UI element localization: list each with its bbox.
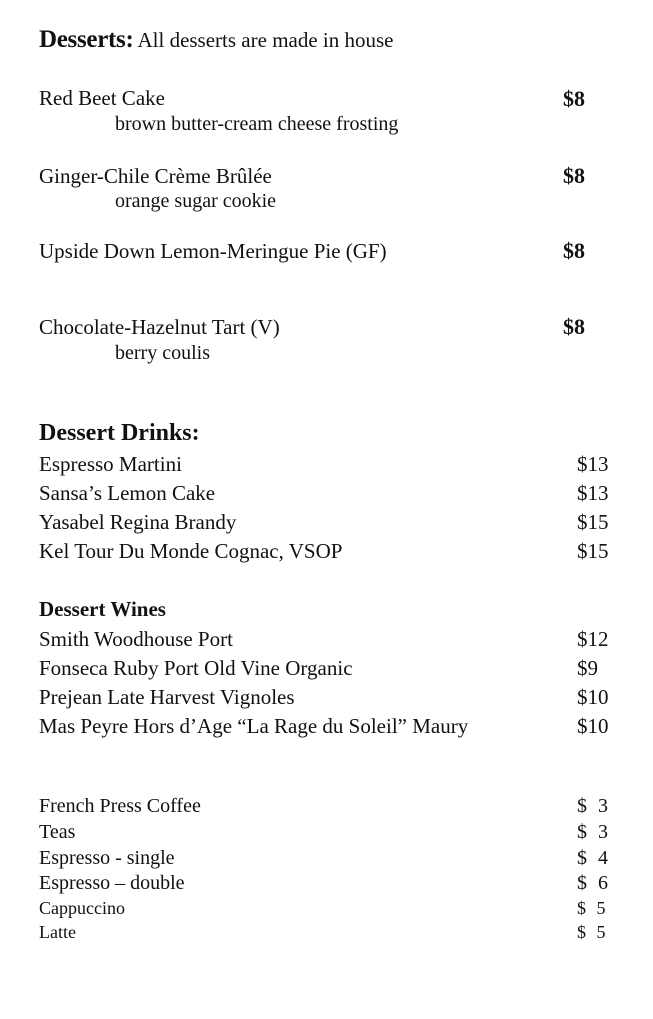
wine-price: $10 bbox=[577, 685, 609, 709]
dessert-price: $8 bbox=[563, 86, 585, 111]
drink-name: Kel Tour Du Monde Cognac, VSOP bbox=[39, 539, 343, 563]
coffee-name: Teas bbox=[39, 821, 76, 843]
coffee-price: $ 5 bbox=[577, 898, 609, 918]
wine-name: Fonseca Ruby Port Old Vine Organic bbox=[39, 656, 353, 680]
dessert-drinks-heading: Dessert Drinks: bbox=[39, 420, 200, 446]
coffee-name: Cappuccino bbox=[39, 898, 125, 918]
dessert-name: Upside Down Lemon-Meringue Pie (GF) bbox=[39, 239, 387, 263]
drink-price: $13 bbox=[577, 452, 609, 476]
coffee-price: $ 4 bbox=[577, 847, 611, 869]
dessert-name: Ginger-Chile Crème Brûlée bbox=[39, 164, 272, 188]
drink-name: Yasabel Regina Brandy bbox=[39, 510, 237, 534]
dessert-price: $8 bbox=[563, 238, 585, 263]
dessert-price: $8 bbox=[563, 163, 585, 188]
drink-price: $15 bbox=[577, 510, 609, 534]
wine-name: Prejean Late Harvest Vignoles bbox=[39, 685, 295, 709]
coffee-price: $ 3 bbox=[577, 795, 611, 817]
dessert-wines-heading: Dessert Wines bbox=[39, 597, 166, 621]
page-subtitle: All desserts are made in house bbox=[137, 28, 394, 52]
menu-header bbox=[39, 26, 394, 54]
coffee-price: $ 5 bbox=[577, 922, 609, 942]
coffee-name: French Press Coffee bbox=[39, 795, 201, 817]
drink-name: Espresso Martini bbox=[39, 452, 182, 476]
coffee-name: Espresso - single bbox=[39, 847, 175, 869]
coffee-price: $ 6 bbox=[577, 872, 611, 894]
page-title: Desserts: bbox=[39, 26, 134, 53]
wine-name: Smith Woodhouse Port bbox=[39, 627, 233, 651]
dessert-description: brown butter-cream cheese frosting bbox=[115, 113, 399, 135]
wine-name: Mas Peyre Hors d’Age “La Rage du Soleil” Maury bbox=[39, 714, 469, 738]
wine-price: $12 bbox=[577, 627, 609, 651]
drink-name: Sansa’s Lemon Cake bbox=[39, 481, 216, 505]
coffee-name: Latte bbox=[39, 922, 76, 942]
dessert-name: Chocolate-Hazelnut Tart (V) bbox=[39, 315, 280, 339]
coffee-price: $ 3 bbox=[577, 821, 611, 843]
wine-price: $10 bbox=[577, 714, 609, 738]
drink-price: $15 bbox=[577, 539, 609, 563]
wine-price: $9 bbox=[577, 656, 598, 680]
dessert-price: $8 bbox=[563, 314, 585, 339]
coffee-name: Espresso – double bbox=[39, 872, 185, 894]
dessert-description: orange sugar cookie bbox=[115, 190, 277, 212]
dessert-name: Red Beet Cake bbox=[39, 86, 165, 110]
drink-price: $13 bbox=[577, 481, 609, 505]
dessert-description: berry coulis bbox=[115, 342, 210, 364]
